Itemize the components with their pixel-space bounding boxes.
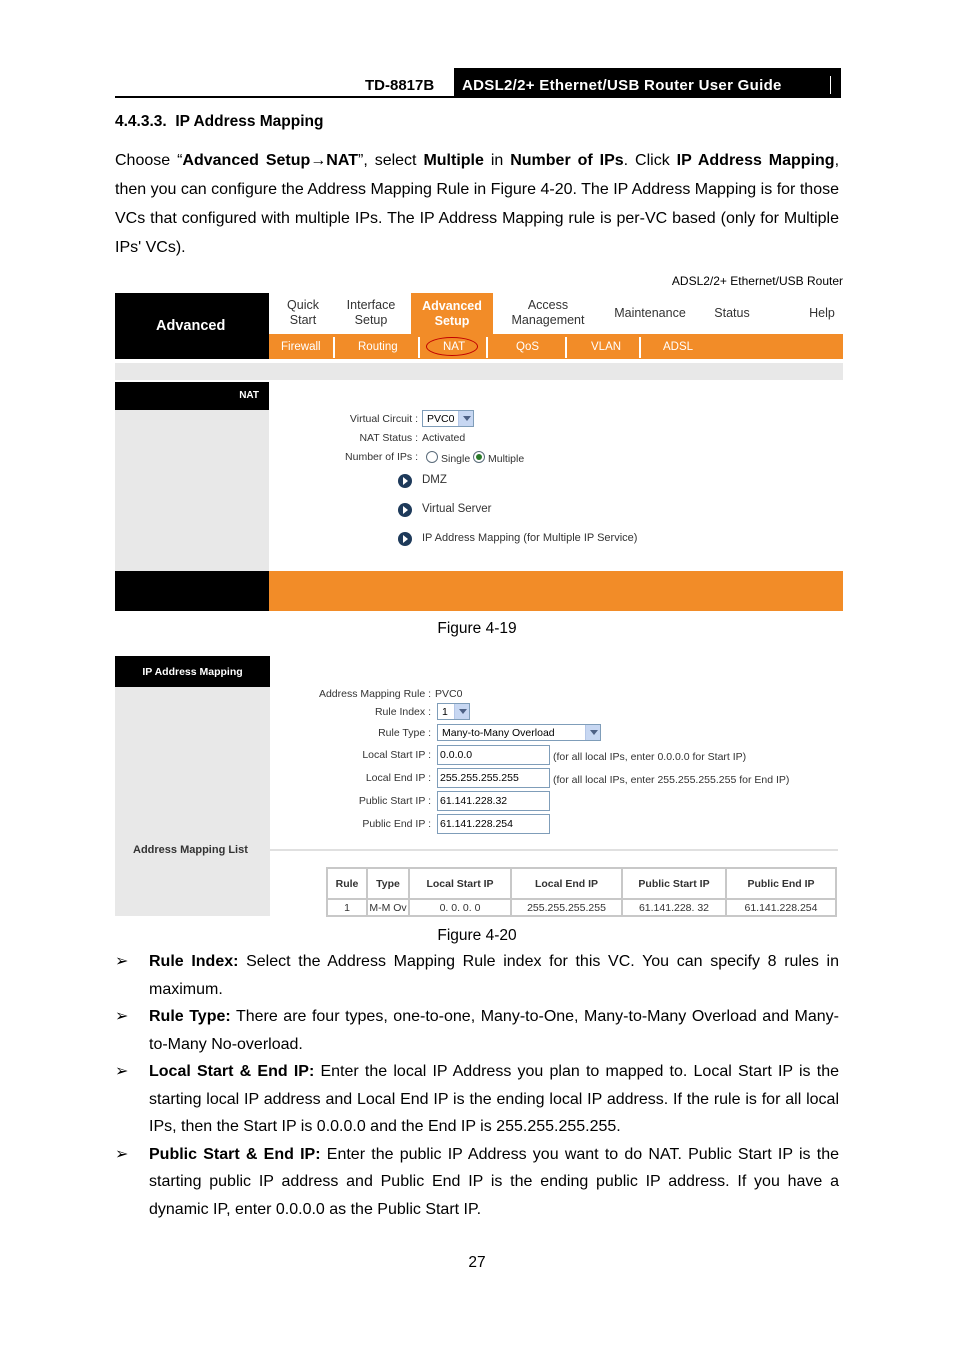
col-local-start-ip: Local Start IP xyxy=(409,868,511,899)
link-dmz[interactable]: DMZ xyxy=(422,474,447,486)
list-item: ➢ Rule Type: There are four types, one-to-one, Many-to-One, Many-to-Many Overload and Many-to-Many No-overload. xyxy=(115,1003,839,1058)
col-public-start-ip: Public Start IP xyxy=(622,868,726,899)
list-item: ➢ Local Start & End IP: Enter the local IP Address you plan to mapped to. Local Start IP is the starting local IP address and Local End IP is the ending local IP address. If the rule is for all local IPs, then the Start IP is 0.0.0.0 and the End IP is 255.255.255.255. xyxy=(115,1058,839,1141)
figure-4-20-caption: Figure 4-20 xyxy=(437,927,517,944)
page-header xyxy=(115,68,841,98)
page-number: 27 xyxy=(468,1254,486,1271)
public-end-ip-input[interactable]: 61.141.228.254 xyxy=(437,814,550,834)
chevron-down-icon xyxy=(585,725,600,740)
divider xyxy=(270,849,838,851)
col-rule: Rule xyxy=(327,868,367,899)
link-virtual-server[interactable]: Virtual Server xyxy=(422,503,492,515)
arrow-bullet-icon: ➢ xyxy=(115,1145,129,1163)
submenu-firewall[interactable]: Firewall xyxy=(281,341,321,353)
footer-right xyxy=(269,571,843,611)
table-header-row xyxy=(327,868,836,899)
menu-maintenance[interactable]: Maintenance xyxy=(614,306,686,320)
table-row: 1 M-M Ov 0. 0. 0. 0 255.255.255.255 61.141.228. 32 61.141.228.254 xyxy=(327,899,836,916)
local-start-ip-note: (for all local IPs, enter 0.0.0.0 for Start IP) xyxy=(553,751,747,763)
radio-multiple-label: Multiple xyxy=(488,453,525,465)
submenu-qos[interactable]: QoS xyxy=(516,341,540,353)
rule-value: PVC0 xyxy=(435,688,463,700)
rule-label: Address Mapping Rule : xyxy=(318,688,431,700)
figure-4-20-screenshot xyxy=(115,656,843,916)
arrow-bullet-icon: ➢ xyxy=(115,1008,129,1025)
header-model: TD-8817B xyxy=(365,77,435,94)
col-local-end-ip: Local End IP xyxy=(511,868,622,899)
router-brand: ADSL2/2+ Ethernet/USB Router xyxy=(671,274,843,288)
rule-type-label: Rule Type : xyxy=(378,727,431,739)
radio-multiple[interactable] xyxy=(473,451,485,463)
submenu-routing[interactable]: Routing xyxy=(358,341,398,353)
submenu-adsl[interactable]: ADSL xyxy=(663,341,694,353)
field-descriptions xyxy=(115,948,839,1223)
footer-left xyxy=(115,571,269,611)
left-column xyxy=(115,687,270,916)
virtual-server-bullet-icon xyxy=(398,503,412,517)
arrow-bullet-icon: ➢ xyxy=(115,1063,129,1080)
num-ips-label: Number of IPs : xyxy=(345,451,418,463)
local-start-ip-label: Local Start IP : xyxy=(362,749,431,761)
dmz-bullet-icon xyxy=(398,474,412,488)
col-type: Type xyxy=(367,868,409,899)
address-mapping-list-label: Address Mapping List xyxy=(133,844,248,856)
virtual-circuit-label: Virtual Circuit : xyxy=(349,413,418,425)
local-end-ip-label: Local End IP : xyxy=(365,772,431,784)
rule-index-select[interactable]: 1 xyxy=(437,703,470,720)
menu-quick-start[interactable]: Quick Start xyxy=(287,298,319,327)
list-item: ➢ Rule Index: Select the Address Mapping Rule index for this VC. You can specify 8 rules in maximum. xyxy=(115,948,839,1003)
local-start-ip-input[interactable]: 0.0.0.0 xyxy=(437,745,550,765)
menu-help[interactable]: Help xyxy=(809,306,835,320)
nat-highlight-oval xyxy=(426,337,478,356)
nat-section-label: NAT xyxy=(115,382,269,410)
local-end-ip-note: (for all local IPs, enter 255.255.255.255 for End IP) xyxy=(553,774,790,786)
local-end-ip-input[interactable]: 255.255.255.255 xyxy=(437,768,550,788)
ip-mapping-title: IP Address Mapping xyxy=(115,656,270,687)
left-column xyxy=(115,410,269,572)
submenu-vlan[interactable]: VLAN xyxy=(591,341,622,353)
intro-paragraph: Choose “Advanced Setup→NAT”, select Multiple in Number of IPs. Click IP Address Mapping, then you can configure the Address Mapping Rule in Figure 4-20. The IP Address Mapping is for those VCs that configured with multiple IPs. The IP Address Mapping rule is per-VC based (only for Multiple IPs' VCs). xyxy=(115,152,840,256)
arrow-bullet-icon: ➢ xyxy=(115,953,129,970)
public-start-ip-input[interactable]: 61.141.228.32 xyxy=(437,791,550,811)
list-item: ➢ Public Start & End IP: Enter the public IP Address you want to do NAT. Public Start IP is the starting public IP address and Public End IP is the ending public IP address. If you have a dynamic IP, enter 0.0.0.0 as the Public Start IP. xyxy=(115,1141,839,1224)
menu-advanced-setup[interactable]: Advanced Setup xyxy=(411,293,493,334)
sub-menu xyxy=(269,334,843,359)
figure-4-19-caption: Figure 4-19 xyxy=(437,620,517,637)
menu-status[interactable]: Status xyxy=(714,306,750,320)
public-end-ip-label: Public End IP : xyxy=(362,818,431,830)
rule-index-label: Rule Index : xyxy=(374,706,431,718)
address-mapping-table xyxy=(326,867,837,917)
ip-mapping-bullet-icon xyxy=(398,532,412,546)
nat-status-value: Activated xyxy=(422,432,466,444)
menu-access-management[interactable]: Access Management xyxy=(511,298,585,327)
nat-status-label: NAT Status : xyxy=(359,432,418,444)
chevron-down-icon xyxy=(454,704,469,719)
main-menu xyxy=(269,293,843,334)
rule-type-select[interactable]: Many-to-Many Overload xyxy=(437,724,601,741)
radio-single[interactable] xyxy=(426,451,438,463)
menu-interface-setup[interactable]: Interface Setup xyxy=(346,298,396,327)
gray-band xyxy=(115,363,843,380)
radio-single-label: Single xyxy=(441,453,471,465)
figure-4-19-screenshot xyxy=(115,293,843,611)
public-start-ip-label: Public Start IP : xyxy=(358,795,431,807)
chevron-down-icon xyxy=(458,411,473,426)
advanced-label: Advanced xyxy=(115,293,269,359)
col-public-end-ip: Public End IP xyxy=(726,868,836,899)
section-title: 4.4.3.3. IP Address Mapping xyxy=(115,113,324,130)
header-title: ADSL2/2+ Ethernet/USB Router User Guide xyxy=(454,68,841,97)
virtual-circuit-select[interactable]: PVC0 xyxy=(422,410,474,427)
link-ip-address-mapping[interactable]: IP Address Mapping (for Multiple IP Service) xyxy=(422,532,638,544)
submenu-nat[interactable]: NAT xyxy=(443,341,466,353)
